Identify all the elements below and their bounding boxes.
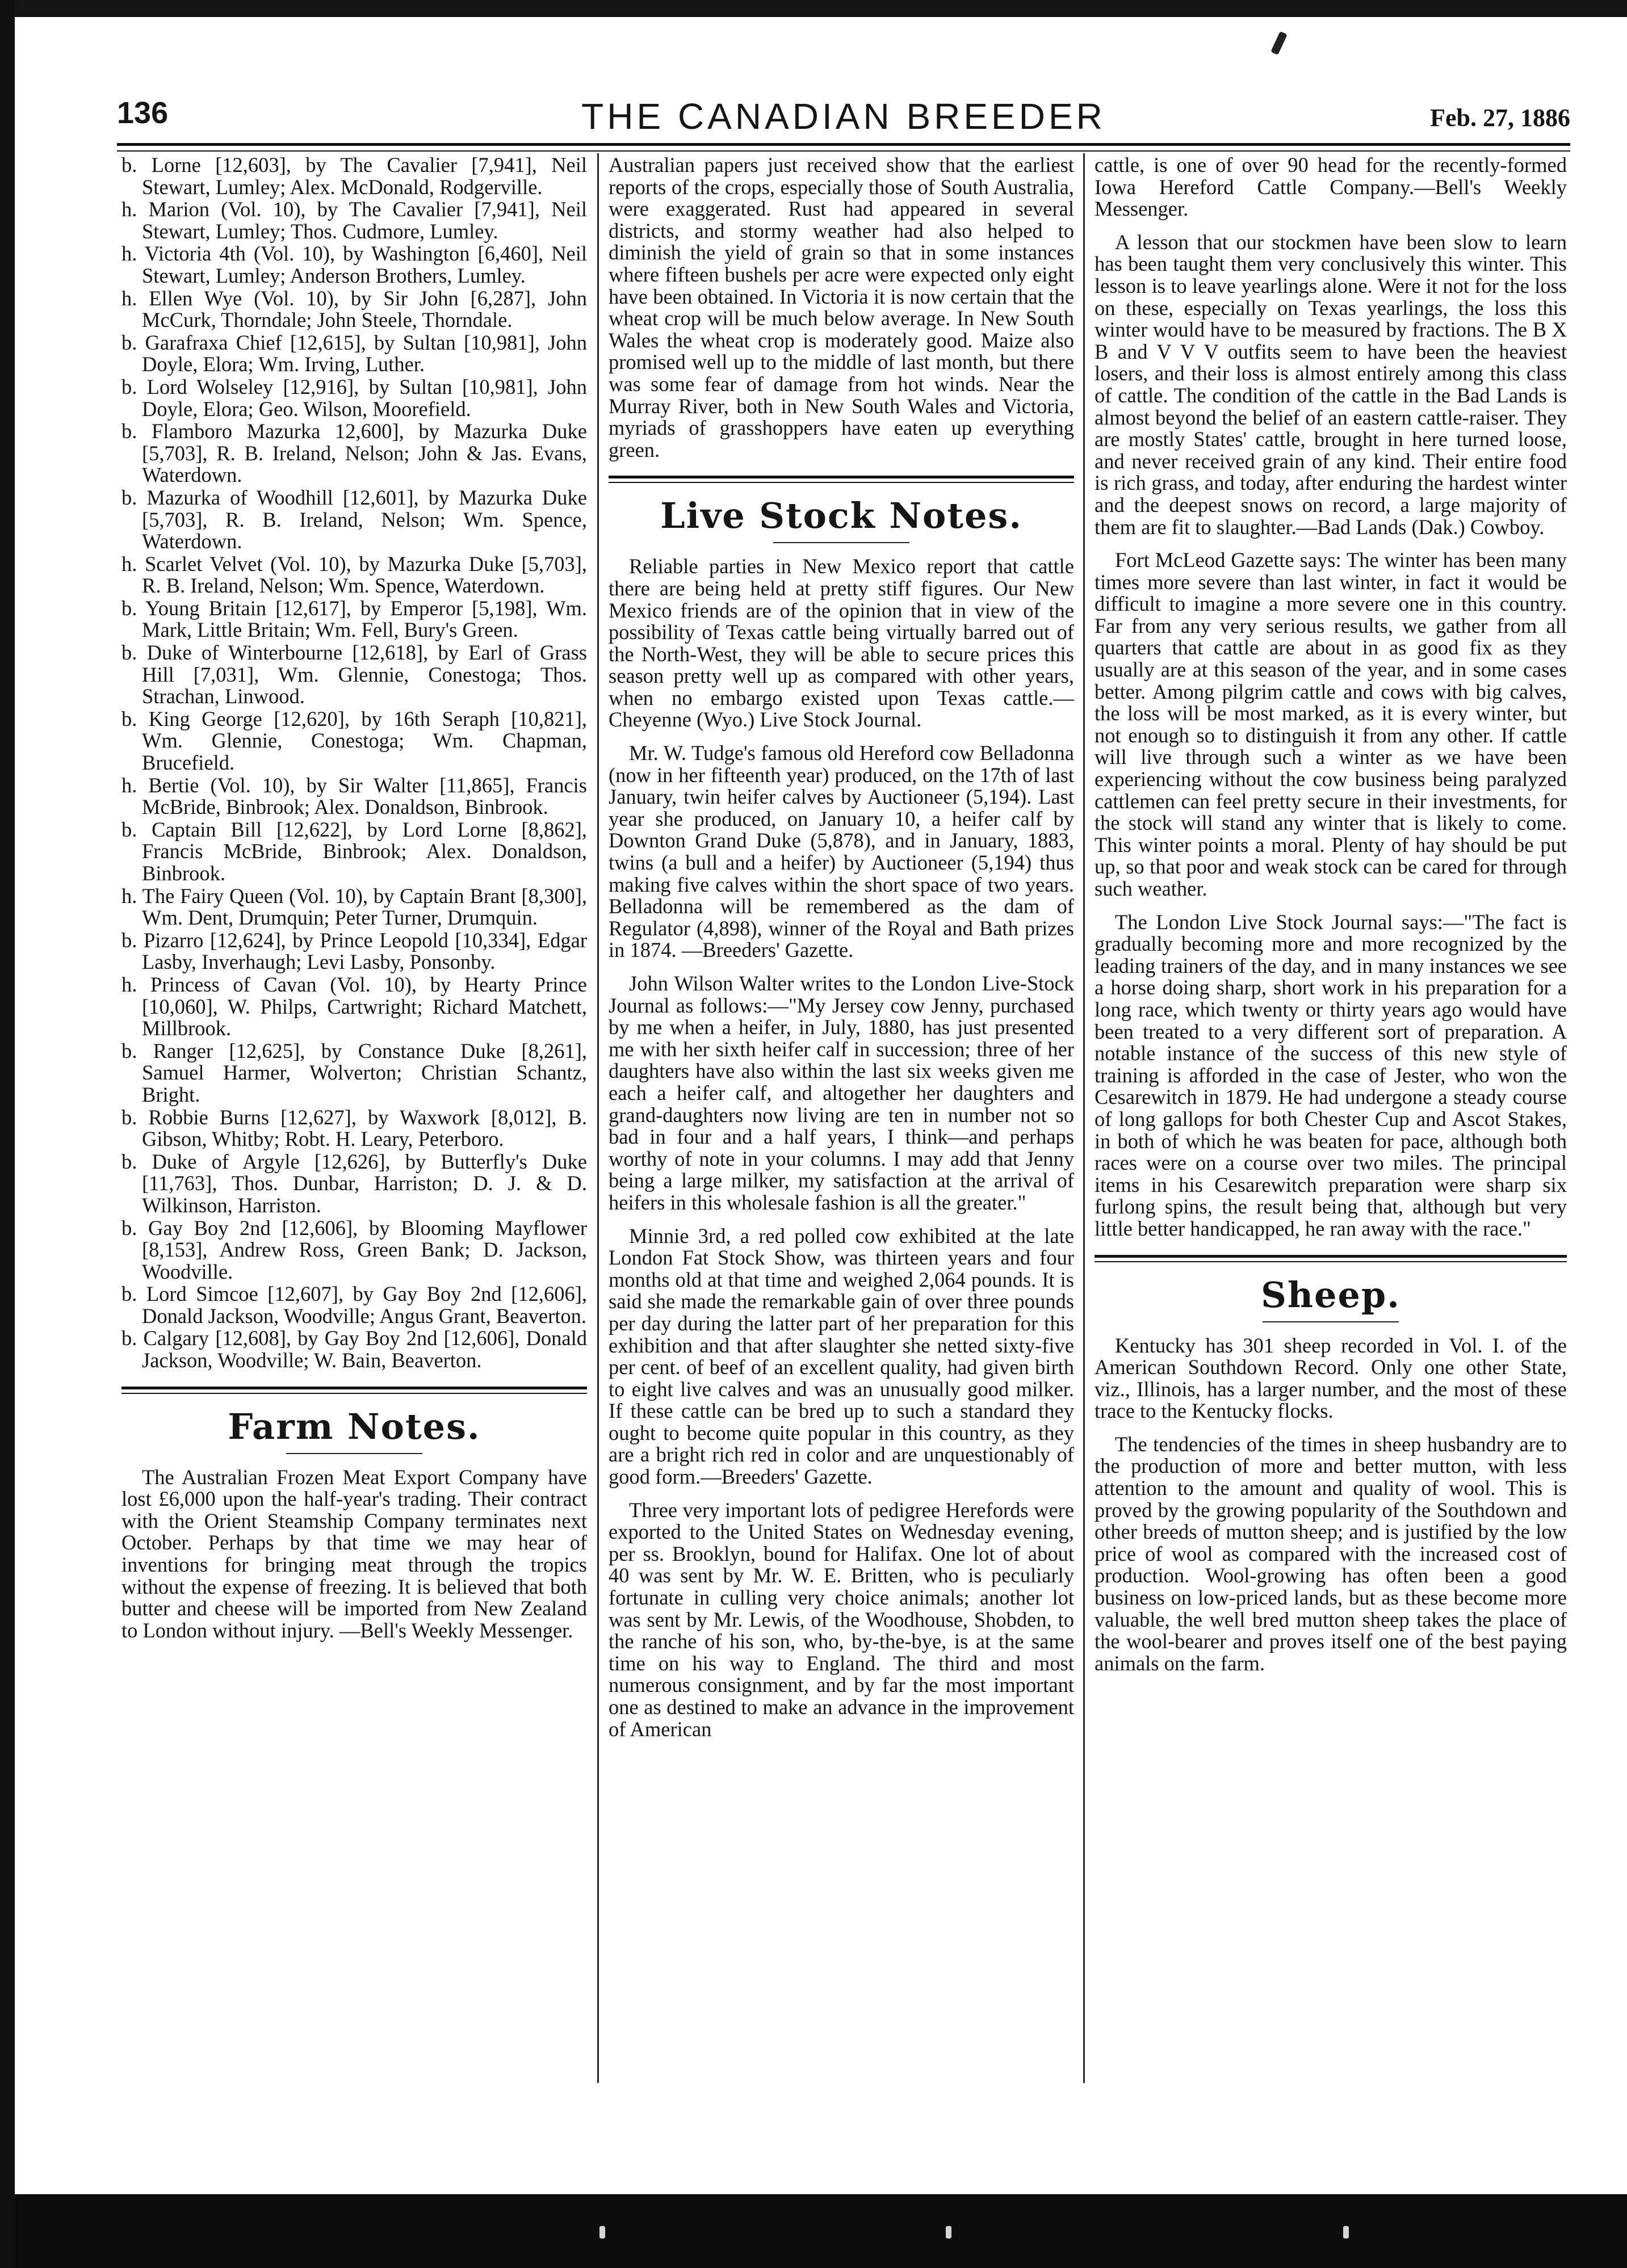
header-rule	[117, 143, 1570, 152]
herd-register-entry: h. Ellen Wye (Vol. 10), by Sir John [6,287], John McCurk, Thorndale; John Steele, Thorndale.	[121, 286, 587, 332]
article-paragraph: John Wilson Walter writes to the London Live-Stock Journal as follows:—"My Jersey cow Jenny, purchased by me when a heifer, in July, 1880, has just presented me with her sixth heifer calf in succession; three of her daughters have also within the last six weeks given me each a heifer calf, and altogether her daughters and grand-daughters now living are ten in number not so bad in four and a half years, I think—and perhaps worthy of note in your columns. I may add that Jenny being a large milker, my satisfaction at the arrival of heifers in this wholesale fashion is all the greater."	[609, 972, 1074, 1214]
herd-register-entry: h. The Fairy Queen (Vol. 10), by Captain Brant [8,300], Wm. Dent, Drumquin; Peter Turner, Drumquin.	[121, 884, 587, 930]
live-stock-notes-heading: Live Stock Notes.	[660, 495, 1022, 537]
herd-register-entry: h. Bertie (Vol. 10), by Sir Walter [11,865], Francis McBride, Binbrook; Alex. Donaldson, Binbrook.	[121, 773, 587, 819]
herd-register-entry: b. Mazurka of Woodhill [12,601], by Mazurka Duke [5,703], R. B. Ireland, Nelson; Wm. Spence, Waterdown.	[121, 485, 587, 553]
scan-speck	[599, 2226, 605, 2238]
herd-register-entry: h. Scarlet Velvet (Vol. 10), by Mazurka Duke [5,703], R. B. Ireland, Nelson; Wm. Spence, Waterdown.	[121, 552, 587, 598]
heading-underline	[773, 542, 909, 543]
herd-register-entry: b. King George [12,620], by 16th Seraph [10,821], Wm. Glennie, Conestoga; Wm. Chapman, Brucefield.	[121, 707, 587, 775]
herd-register-entry: b. Flamboro Mazurka 12,600], by Mazurka Duke [5,703], R. B. Ireland, Nelson; John & Jas. Evans, Waterdown.	[121, 419, 587, 487]
column-1	[121, 154, 587, 1653]
herd-register-entry: b. Young Britain [12,617], by Emperor [5,198], Wm. Mark, Little Britain; Wm. Fell, Bury's Green.	[121, 596, 587, 642]
masthead-title: THE CANADIAN BREEDER	[581, 96, 1106, 137]
section-rule	[1095, 1255, 1567, 1262]
column-divider	[1083, 153, 1085, 2083]
heading-underline	[1263, 1321, 1399, 1322]
article-paragraph: Mr. W. Tudge's famous old Hereford cow Belladonna (now in her fifteenth year) produced, on the 17th of last January, twin heifer calves by Auctioneer (5,194). Last year she produced, on January 10, a heifer calf by Downton Grand Duke (5,878), and in January, 1883, twins (a bull and a heifer) by Auctioneer (5,194) thus making five calves within the short space of two years. Belladonna will be remembered as the dam of Regulator (4,898), winner of the Royal and Bath prizes in 1874. —Breeders' Gazette.	[609, 741, 1074, 962]
column-3	[1095, 154, 1567, 1686]
article-paragraph: Fort McLeod Gazette says: The winter has been many times more severe than last winter, in fact it would be difficult to imagine a more severe one in this country. Far from any very serious results, we gather from all quarters that cattle are about in as good fix as they usually are at this season of the year, and in some cases better. Among pilgrim cattle and cows with big calves, the loss will be most marked, as it is every winter, but not enough so to distinguish it from any other. If cattle will live through such a winter as we have been experiencing without the cow business being paralyzed cattlemen can feel pretty secure in their investments, for the stock will stand any winter that is likely to come. This winter points a moral. Plenty of hay should be put up, so that poor and weak stock can be cared for through such weather.	[1095, 548, 1567, 900]
scan-top-border	[0, 0, 1627, 17]
scan-left-border	[0, 0, 15, 2268]
herd-register-entry: b. Robbie Burns [12,627], by Waxwork [8,012], B. Gibson, Whitby; Robt. H. Leary, Peterboro.	[121, 1105, 587, 1151]
herd-register-entry: b. Lord Simcoe [12,607], by Gay Boy 2nd [12,606], Donald Jackson, Woodville; Angus Grant, Beaverton.	[121, 1282, 587, 1328]
herd-register-entry: b. Pizarro [12,624], by Prince Leopold [10,334], Edgar Lasby, Inverhaugh; Levi Lasby, Ponsonby.	[121, 928, 587, 974]
page-header	[117, 95, 1570, 146]
page-number: 136	[117, 96, 169, 130]
heading-underline	[286, 1453, 422, 1454]
column-divider	[597, 153, 599, 2083]
herd-register-entry: b. Gay Boy 2nd [12,606], by Blooming Mayflower [8,153], Andrew Ross, Green Bank; D. Jackson, Woodville.	[121, 1216, 587, 1283]
scan-bottom-border	[15, 2194, 1627, 2268]
article-paragraph: The London Live Stock Journal says:—"The fact is gradually becoming more and more recognized by the leading trainers of the day, and in many instances we see a horse doing sharp, short work in his preparation for a long race, which twenty or thirty years ago would have been treated to a very different sort of preparation. A notable instance of the success of this new style of training is afforded in the case of Jester, who won the Cesarewitch in 1879. He had undergone a steady course of long gallops for both Chester Cup and Ascot Stakes, in both of which he was beaten for pace, although both races were on a course over two miles. The principal items in his Cesarewitch preparation were sharp six furlong spins, the result being that, although but very little better handicapped, he ran away with the race."	[1095, 910, 1567, 1240]
article-paragraph: Minnie 3rd, a red polled cow exhibited at the late London Fat Stock Show, was thirteen years and four months old at that time and weighed 2,064 pounds. It is said she made the remarkable gain of over three pounds per day during the latter part of her preparation for this exhibition and that after slaughter she netted sixty-five per cent. of beef of an excellent quality, had given birth to eight live calves and was an unusually good milker. If these cattle can be bred up to such a standard they ought to become quite popular in this country, as they are a bright rich red in color and are unquestionably of good form.—Breeders' Gazette.	[609, 1224, 1074, 1489]
herd-register-entry: b. Garafraxa Chief [12,615], by Sultan [10,981], John Doyle, Elora; Wm. Irving, Luther.	[121, 330, 587, 376]
herd-register-entry: b. Duke of Argyle [12,626], by Butterfly's Duke [11,763], Thos. Dunbar, Harriston; D. J. & D. Wilkinson, Harriston.	[121, 1149, 587, 1217]
section-rule	[609, 476, 1074, 483]
article-paragraph: The tendencies of the times in sheep husbandry are to the production of more and better mutton, with less attention to the amount and quality of wool. This is proved by the growing popularity of the Southdown and other breeds of mutton sheep; and is justified by the low price of wool as compared with the increased cost of production. Wool-growing has often been a good business on low-priced lands, but as these become more valuable, the well bred mutton sheep takes the place of the wool-bearer and proves itself one of the best paying animals on the farm.	[1095, 1432, 1567, 1675]
herd-register-entry: b. Ranger [12,625], by Constance Duke [8,261], Samuel Harmer, Wolverton; Christian Schantz, Bright.	[121, 1039, 587, 1106]
column-2	[609, 154, 1074, 1752]
herd-register-entry: b. Duke of Winterbourne [12,618], by Earl of Grass Hill [7,031], Wm. Glennie, Conestoga; Thos. Strachan, Linwood.	[121, 641, 587, 708]
herd-register-entry: h. Princess of Cavan (Vol. 10), by Hearty Prince [10,060], W. Philps, Cartwright; Richard Matchett, Millbrook.	[121, 972, 587, 1040]
article-paragraph: Kentucky has 301 sheep recorded in Vol. I. of the American Southdown Record. Only one other State, viz., Illinois, has a larger number, and the most of these trace to the Kentucky flocks.	[1095, 1333, 1567, 1423]
farm-notes-paragraph: The Australian Frozen Meat Export Company have lost £6,000 upon the half-year's trading. Their contract with the Orient Steamship Company terminates next October. Perhaps by that time we may hear of inventions for bringing meat through the tropics without the expense of freezing. It is believed that both butter and cheese will be imported from New Zealand to London without injury. —Bell's Weekly Messenger.	[121, 1465, 587, 1642]
sheep-heading: Sheep.	[1261, 1274, 1400, 1316]
farm-notes-heading: Farm Notes.	[228, 1405, 481, 1447]
ink-mark	[1270, 31, 1288, 55]
scan-speck	[946, 2226, 951, 2238]
herd-register-entry: b. Captain Bill [12,622], by Lord Lorne [8,862], Francis McBride, Binbrook; Alex. Donaldson, Binbrook.	[121, 817, 587, 885]
article-paragraph: cattle, is one of over 90 head for the recently-formed Iowa Hereford Cattle Company.—Bell's Weekly Messenger.	[1095, 153, 1567, 221]
scan-speck	[1343, 2226, 1349, 2238]
herd-register-entry: b. Calgary [12,608], by Gay Boy 2nd [12,606], Donald Jackson, Woodville; W. Bain, Beaverton.	[121, 1326, 587, 1372]
article-paragraph: Australian papers just received show that the earliest reports of the crops, especially those of South Australia, were exaggerated. Rust had appeared in several districts, and stormy weather had also helped to diminish the yield of grain so that in some instances where fifteen bushels per acre were expected only eight have been obtained. In Victoria it is now certain that the wheat crop will be much below average. In New South Wales the wheat crop is moderately good. Maize also promised well up to the middle of last month, but there was some fear of damage from hot winds. Near the Murray River, both in New South Wales and Victoria, myriads of grasshoppers have eaten up everything green.	[609, 153, 1074, 461]
issue-date: Feb. 27, 1886	[1430, 104, 1570, 132]
article-paragraph: A lesson that our stockmen have been slow to learn has been taught them very conclusively this winter. This lesson is to leave yearlings alone. Were it not for the loss on these, especially on Texas yearlings, the loss this winter would have to be measured by fractions. The B X B and V V V outfits seem to have been the heaviest losers, and their loss is almost entirely among this class of cattle. The condition of the cattle in the Bad Lands is almost beyond the belief of an eastern cattle-raiser. They are mostly States' cattle, brought in here turned loose, and never received grain of any kind. Their entire food is rich grass, and today, after enduring the hardest winter and the deepest snows on record, a large majority of them are fit to slaughter.—Bad Lands (Dak.) Cowboy.	[1095, 230, 1567, 539]
article-paragraph: Reliable parties in New Mexico report that cattle there are being held at pretty stiff figures. Our New Mexico friends are of the opinion that in view of the possibility of Texas cattle being virtually barred out of the North-West, they will be able to secure prices this season pretty well up as compared with other years, when no embargo existed upon Texas cattle.—Cheyenne (Wyo.) Live Stock Journal.	[609, 555, 1074, 732]
herd-register-entry: h. Victoria 4th (Vol. 10), by Washington [6,460], Neil Stewart, Lumley; Anderson Brothers, Lumley.	[121, 242, 587, 287]
section-rule	[121, 1387, 587, 1394]
herd-register-entry: b. Lord Wolseley [12,916], by Sultan [10,981], John Doyle, Elora; Geo. Wilson, Moorefield.	[121, 375, 587, 421]
article-paragraph: Three very important lots of pedigree Herefords were exported to the United States on Wednesday evening, per ss. Brooklyn, bound for Halifax. One lot of about 40 was sent by Mr. W. E. Britten, who is peculiarly fortunate in culling very choice animals; another lot was sent by Mr. Lewis, of the Woodhouse, Shobden, to the ranche of his son, who, by-the-bye, is at the same time on his way to England. The third and most numerous consignment, and by far the most important one as destined to make an advance in the improvement of American	[609, 1498, 1074, 1741]
herd-register-entry: b. Lorne [12,603], by The Cavalier [7,941], Neil Stewart, Lumley; Alex. McDonald, Rodgerville.	[121, 153, 587, 199]
herd-register-entry: h. Marion (Vol. 10), by The Cavalier [7,941], Neil Stewart, Lumley; Thos. Cudmore, Lumley.	[121, 198, 587, 243]
